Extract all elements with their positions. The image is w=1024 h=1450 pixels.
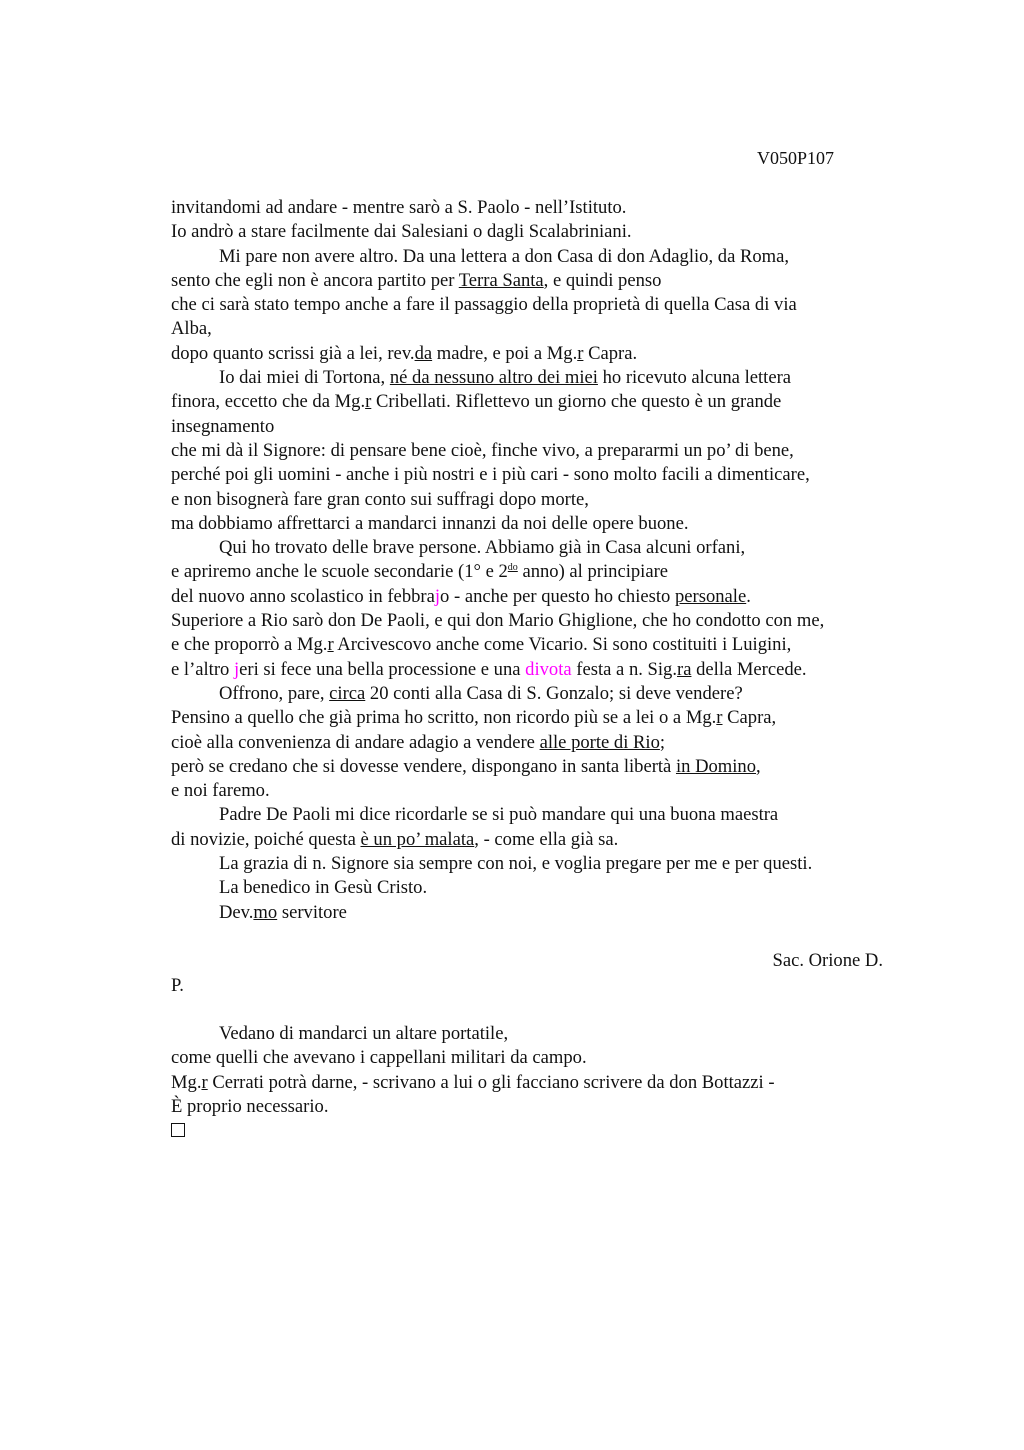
text-line: di novizie, poiché questa è un po’ malata, - come ella già sa. (171, 828, 619, 850)
underlined-text: r (327, 634, 334, 656)
underlined-text: in Domino (675, 755, 757, 777)
signature: Sac. Orione D. (772, 950, 883, 972)
underlined-text: Terra Santa (458, 269, 544, 291)
postscript-line: come quelli che avevano i cappellani militari da campo. (171, 1047, 587, 1069)
postscript-line: Vedano di mandarci un altare portatile, (219, 1023, 509, 1045)
underlined-text: r (716, 707, 723, 729)
text-line: e apriremo anche le scuole secondarie (1° e $2^{do}$ anno) al principiare (171, 561, 669, 583)
text-line: del nuovo anno scolastico in febbrajo - anche per questo ho chiesto personale. (171, 585, 751, 607)
underlined-text: r (201, 1071, 208, 1093)
highlighted-text: j (233, 658, 240, 680)
text-line: e non bisognerà fare gran conto sui suffragi dopo morte, (171, 488, 589, 510)
highlighted-text: j (434, 585, 441, 607)
text-line: Padre De Paoli mi dice ricordarle se si può mandare qui una buona maestra (219, 804, 779, 826)
text-line: sento che egli non è ancora partito per Terra Santa, e quindi penso (171, 269, 662, 291)
signature-continuation: P. (171, 974, 184, 996)
text-line: ma dobbiamo affrettarci a mandarci innanzi da noi delle opere buone. (171, 512, 689, 534)
page-id: V050P107 (757, 148, 835, 168)
underlined-text: r (577, 342, 584, 364)
text-line: Io andrò a stare facilmente dai Salesiani o dagli Scalabriniani. (171, 221, 632, 243)
postscript-line: È proprio necessario. (171, 1095, 329, 1117)
text-line: La benedico in Gesù Cristo. (219, 877, 428, 899)
text-line: che ci sarà stato tempo anche a fare il passaggio della proprietà di quella Casa di via (171, 294, 797, 316)
text-line: invitandomi ad andare - mentre sarò a S. Paolo - nell’Istituto. (171, 197, 627, 218)
text-line: perché poi gli uomini - anche i più nostri e i più cari - sono molto facili a dimenticare, (171, 464, 810, 486)
text-line: Mi pare non avere altro. Da una lettera a don Casa di don Adaglio, da Roma, (219, 245, 790, 267)
highlighted-text: divota (525, 658, 572, 680)
text-line: Pensino a quello che già prima ho scritto, non ricordo più se a lei o a Mg.r Capra, (171, 707, 777, 729)
underlined-text: è un po’ malata (360, 828, 475, 850)
text-line: La grazia di n. Signore sia sempre con noi, e voglia pregare per me e per questi. (219, 853, 813, 875)
text-line: Alba, (171, 318, 212, 340)
superscript-text: do (507, 562, 518, 574)
text-line: Io dai miei di Tortona, né da nessuno altro dei miei ho ricevuto alcuna lettera (219, 367, 792, 389)
underlined-text: ra (677, 658, 692, 680)
text-line: e noi faremo. (171, 780, 270, 802)
text-line: e l’altro jeri si fece una bella processione e una divota festa a n. Sig.ra della Mercede. (171, 658, 807, 680)
underlined-text: mo (253, 901, 278, 923)
blank-line (171, 925, 911, 949)
blank-line (171, 998, 911, 1022)
letter-body (171, 196, 911, 1145)
text-line: insegnamento (171, 415, 275, 437)
underlined-text: né da nessuno altro dei miei (389, 367, 598, 389)
text-line: Qui ho trovato delle brave persone. Abbiamo già in Casa alcuni orfani, (219, 537, 746, 559)
text-line: finora, eccetto che da Mg.r Cribellati. Riflettevo un giorno che questo è un grande (171, 391, 782, 413)
end-mark (171, 1119, 911, 1144)
underlined-text: personale (674, 585, 747, 607)
text-line: però se credano che si dovesse vendere, dispongano in santa libertà in Domino, (171, 755, 761, 777)
empty-square-icon (171, 1123, 185, 1137)
text-line: Superiore a Rio sarò don De Paoli, e qui don Mario Ghiglione, che ho condotto con me, (171, 610, 825, 632)
text-line: Dev.mo servitore (219, 901, 347, 923)
text-line: e che proporrò a Mg.r Arcivescovo anche come Vicario. Si sono costituiti i Luigini, (171, 634, 792, 656)
postscript-line: Mg.r Cerrati potrà darne, - scrivano a lui o gli facciano scrivere da don Bottazzi - (171, 1071, 775, 1093)
text-line: dopo quanto scrissi già a lei, rev.da madre, e poi a Mg.r Capra. (171, 342, 638, 364)
underlined-text: circa (329, 682, 366, 704)
text-line: che mi dà il Signore: di pensare bene cioè, finche vivo, a prepararmi un po’ di bene, (171, 439, 794, 461)
text-line: cioè alla convenienza di andare adagio a vendere alle porte di Rio; (171, 731, 666, 753)
text-line: Offrono, pare, circa 20 conti alla Casa di S. Gonzalo; si deve vendere? (219, 682, 743, 704)
underlined-text: alle porte di Rio (539, 731, 660, 753)
underlined-text: r (365, 391, 372, 413)
underlined-text: da (414, 342, 433, 364)
